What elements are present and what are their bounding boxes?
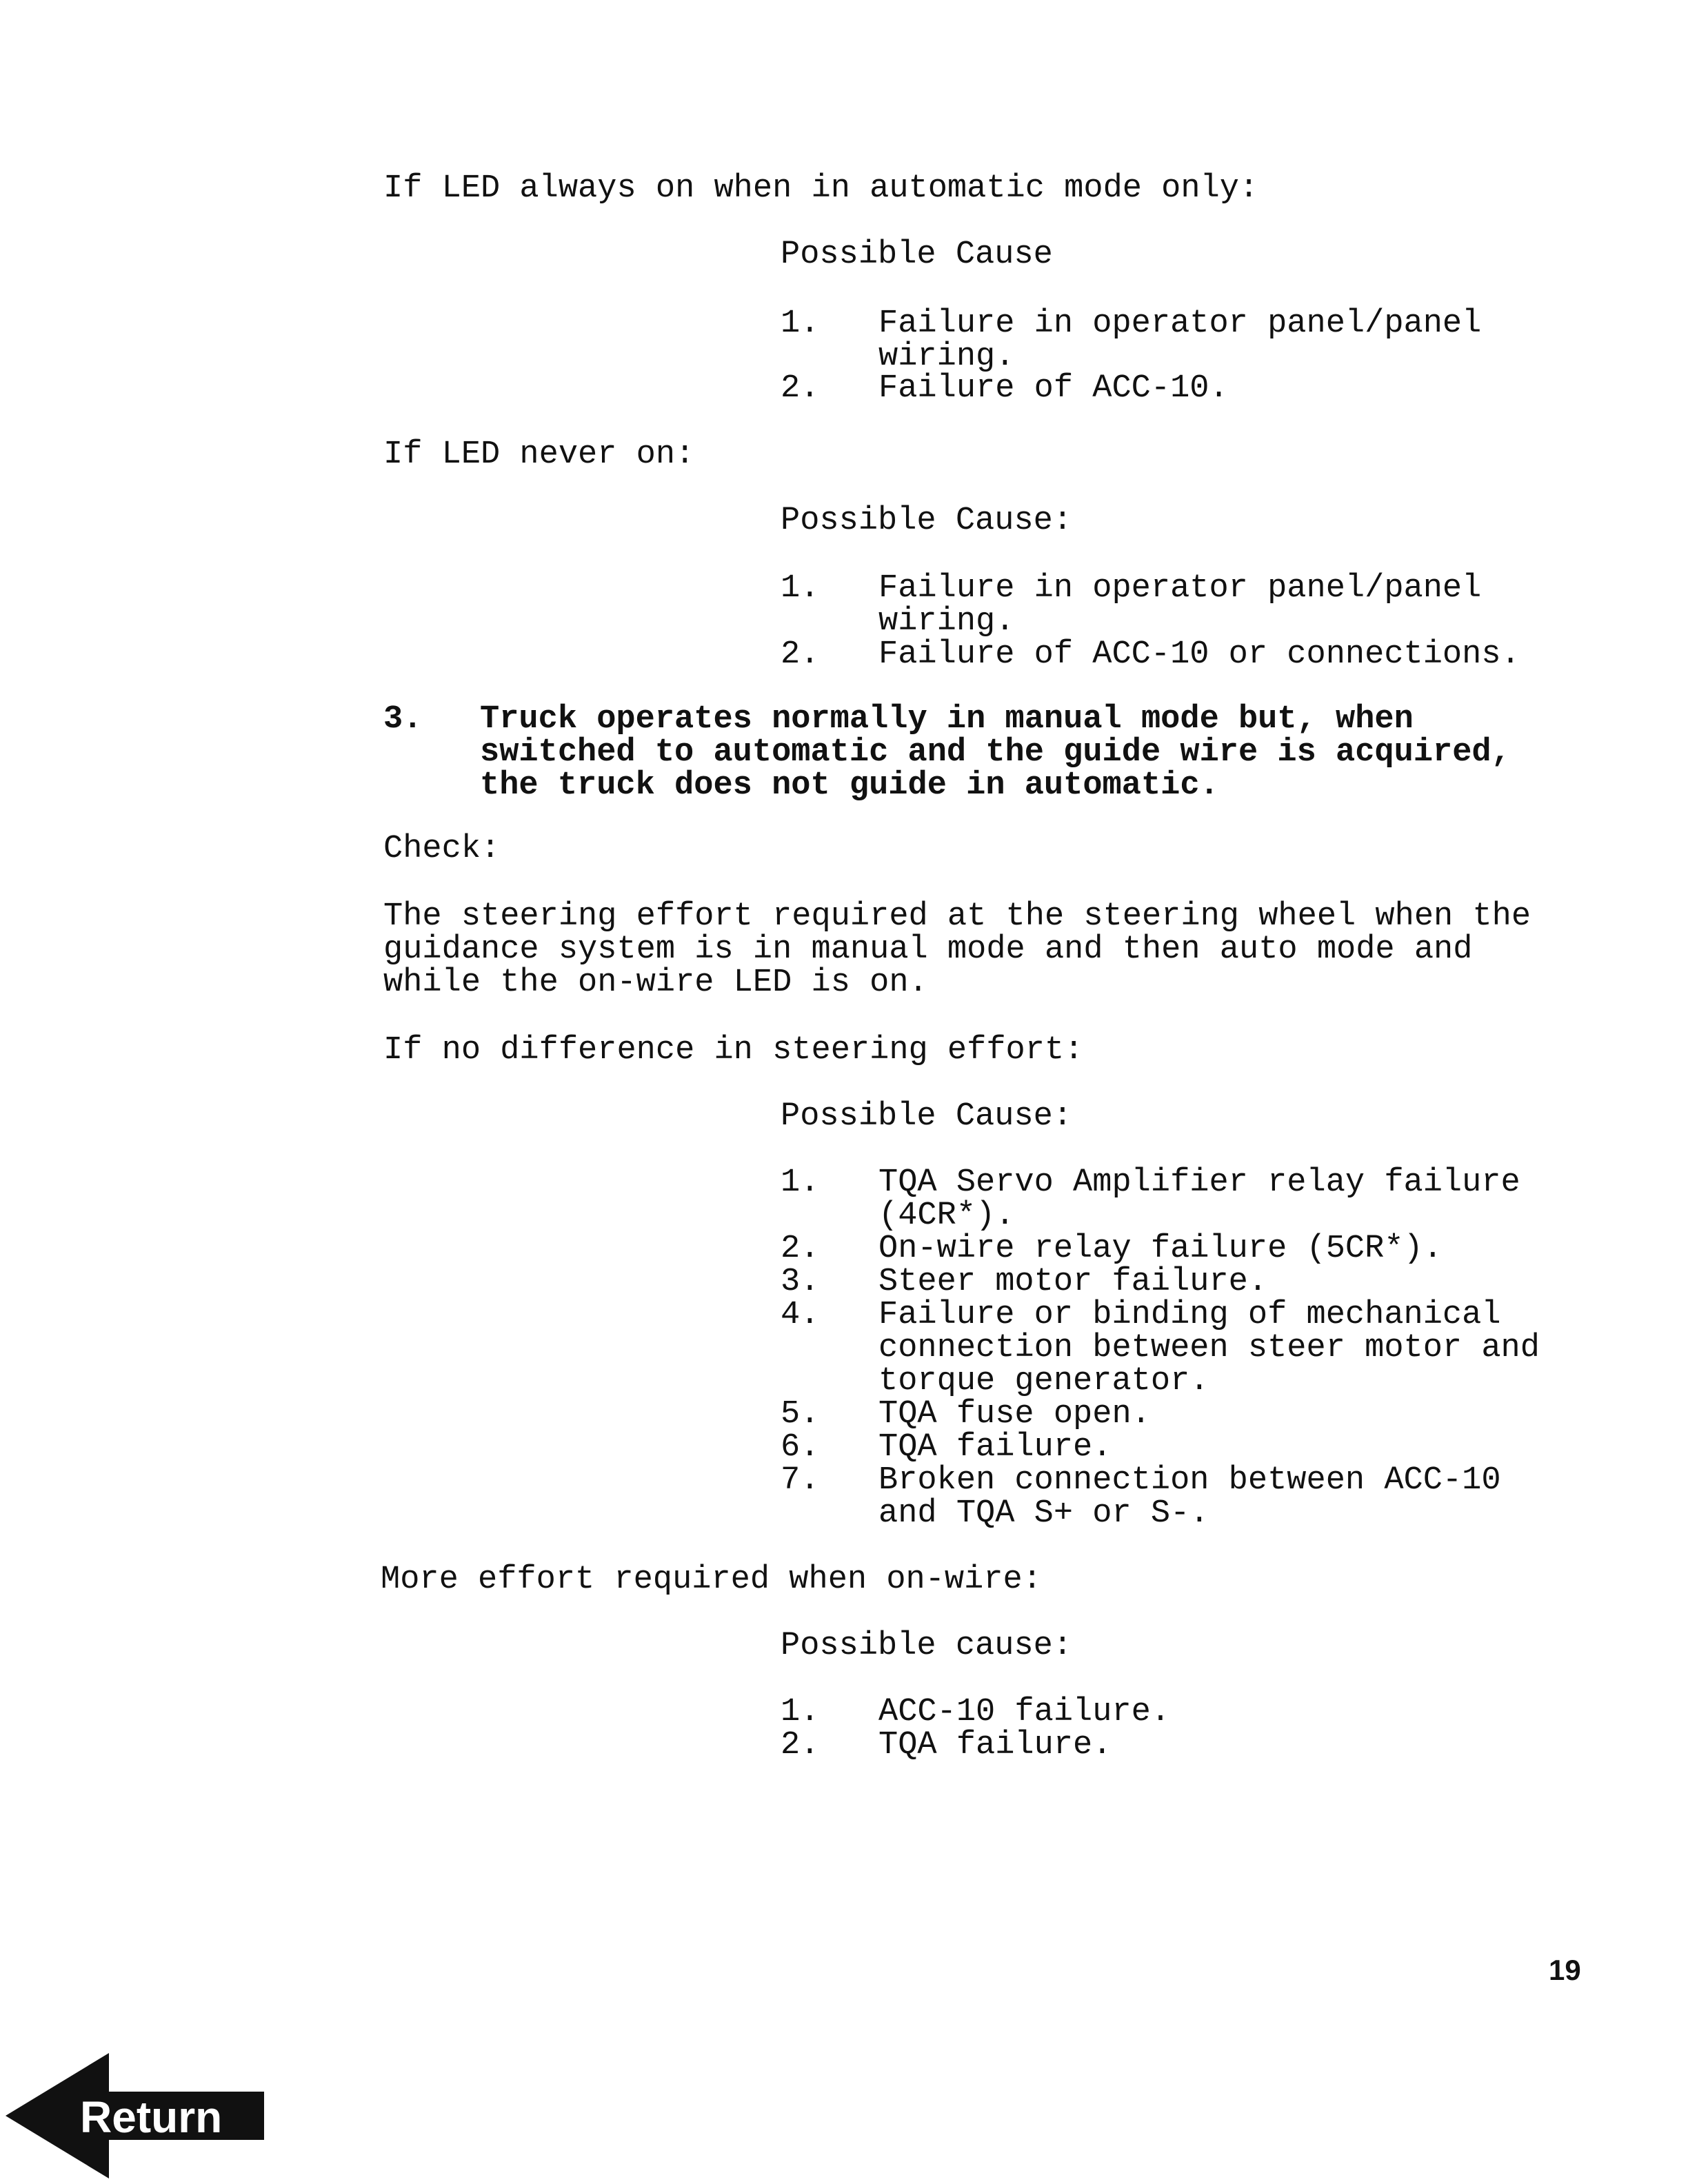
cause-text: Failure of ACC-10 or connections.: [878, 636, 1520, 673]
cause-text: TQA failure.: [878, 1429, 1112, 1466]
condition-text: More effort required when on-wire:: [381, 1561, 1042, 1598]
cause-heading: Possible Cause: [781, 236, 1053, 273]
condition-text: If LED always on when in automatic mode only:: [383, 170, 1259, 207]
cause-number: 2.: [781, 636, 820, 673]
cause-text: TQA fuse open.: [878, 1396, 1151, 1433]
cause-number: 7.: [781, 1462, 820, 1499]
cause-number: 4.: [781, 1297, 820, 1333]
cause-text: TQA Servo Amplifier relay failure (4CR*).: [878, 1164, 1520, 1234]
cause-heading: Possible cause:: [781, 1628, 1073, 1664]
check-label: Check:: [383, 831, 501, 867]
cause-text: TQA failure.: [878, 1727, 1112, 1763]
return-label: Return: [80, 2092, 223, 2142]
cause-text: Steer motor failure.: [878, 1264, 1268, 1300]
page-number: 19: [1549, 1954, 1581, 1986]
cause-text: Failure of ACC-10.: [878, 370, 1229, 407]
check-text: The steering effort required at the steering wheel when the guidance system is in manual mode and then auto mode and while the on-wire LED is on.: [383, 898, 1531, 1001]
cause-number: 1.: [781, 1694, 820, 1730]
cause-number: 2.: [781, 1231, 820, 1267]
cause-number: 5.: [781, 1396, 820, 1433]
cause-text: Failure in operator panel/panel wiring.: [878, 570, 1482, 640]
cause-number: 2.: [781, 1727, 820, 1763]
item-number: 3.: [383, 701, 423, 738]
cause-number: 3.: [781, 1264, 820, 1300]
cause-text: Broken connection between ACC-10 and TQA S+ or S-.: [878, 1462, 1501, 1532]
cause-heading: Possible Cause:: [781, 503, 1073, 539]
cause-heading: Possible Cause:: [781, 1098, 1073, 1135]
cause-number: 1.: [781, 305, 820, 342]
item-heading: Truck operates normally in manual mode but, when switched to automatic and the guide wire is acquired, the truck does not guide in automatic.: [480, 701, 1511, 804]
condition-text: If LED never on:: [383, 436, 695, 473]
cause-number: 6.: [781, 1429, 820, 1466]
cause-number: 1.: [781, 1164, 820, 1201]
cause-number: 1.: [781, 570, 820, 607]
cause-number: 2.: [781, 370, 820, 407]
cause-text: Failure in operator panel/panel wiring.: [878, 305, 1482, 375]
cause-text: On-wire relay failure (5CR*).: [878, 1231, 1443, 1267]
cause-text: ACC-10 failure.: [878, 1694, 1171, 1730]
cause-text: Failure or binding of mechanical connection between steer motor and torque generator.: [878, 1297, 1540, 1399]
return-button[interactable]: [6, 2053, 264, 2178]
condition-text: If no difference in steering effort:: [383, 1032, 1084, 1069]
